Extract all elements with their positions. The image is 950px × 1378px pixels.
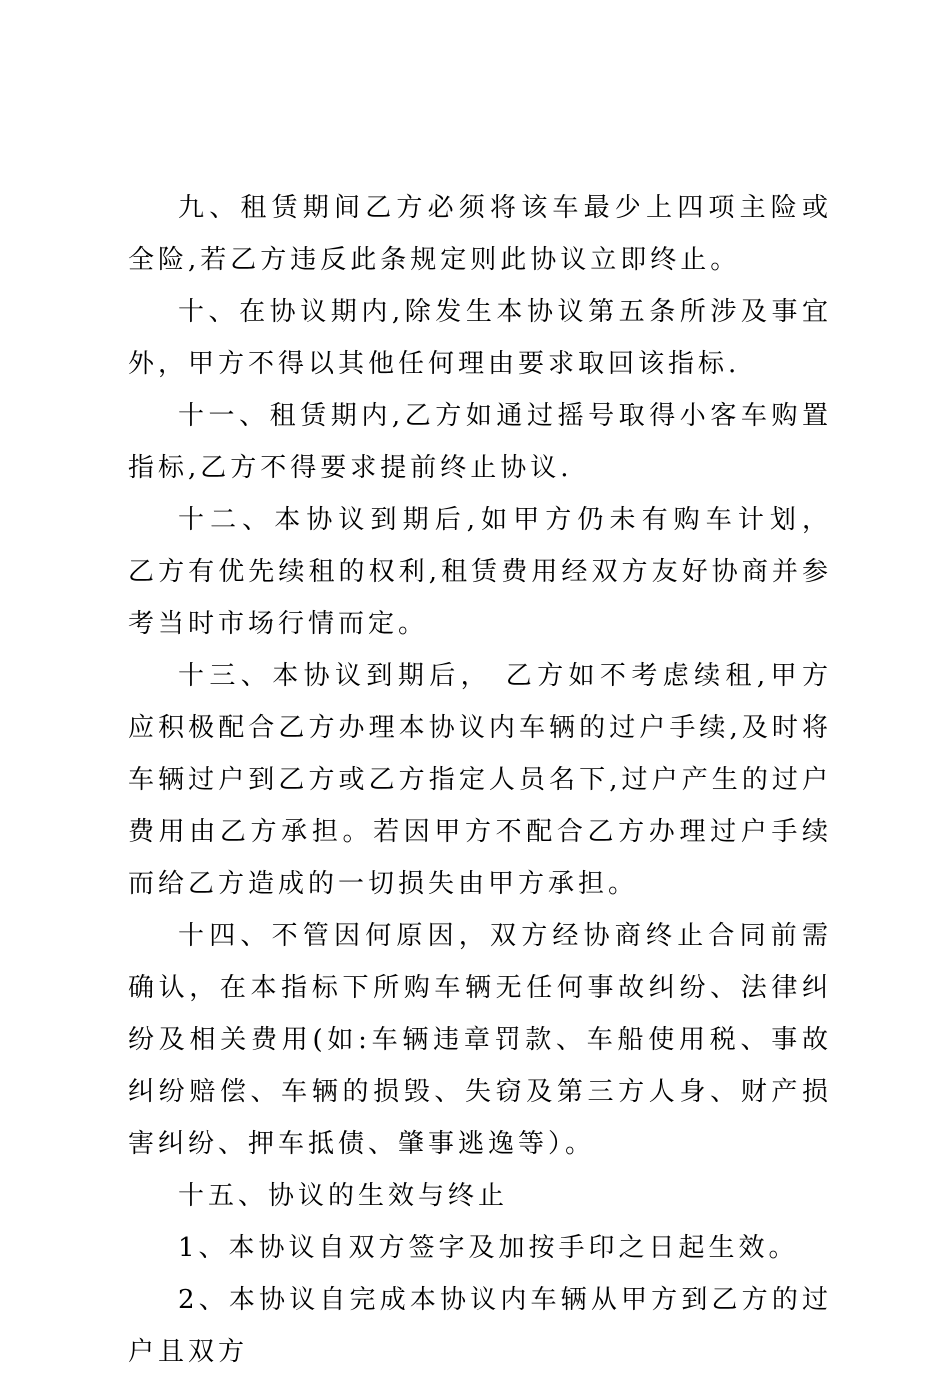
clause-13: 十三、本协议到期后， 乙方如不考虑续租,甲方应积极配合乙方办理本协议内车辆的过户手续,及时将车辆过户到乙方或乙方指定人员名下,过户产生的过户费用由乙方承担。若因甲方不配合乙方办理过户手续而给乙方造成的一切损失由甲方承担。 bbox=[128, 661, 832, 899]
clause-15-item-2: 2、本协议自完成本协议内车辆从甲方到乙方的过户且双方 bbox=[128, 1285, 832, 1367]
clause-14: 十四、不管因何原因，双方经协商终止合同前需确认，在本指标下所购车辆无任何事故纠纷、法律纠纷及相关费用(如:车辆违章罚款、车船使用税、事故纠纷赔偿、车辆的损毁、失窃及第三方人身、财产损害纠纷、押车抵债、肇事逃逸等）。 bbox=[128, 921, 832, 1159]
clause-15-item-1: 1、本协议自双方签字及加按手印之日起生效。 bbox=[178, 1233, 799, 1263]
clause-15-heading: 十五、协议的生效与终止 bbox=[178, 1181, 509, 1211]
document-body bbox=[128, 182, 832, 1378]
clause-12: 十二、本协议到期后,如甲方仍未有购车计划， 乙方有优先续租的权利,租赁费用经双方友好协商并参考当时市场行情而定。 bbox=[128, 505, 832, 639]
clause-9: 九、租赁期间乙方必须将该车最少上四项主险或全险,若乙方违反此条规定则此协议立即终止。 bbox=[128, 193, 832, 275]
clause-10: 十、在协议期内,除发生本协议第五条所涉及事宜外，甲方不得以其他任何理由要求取回该指标. bbox=[128, 297, 832, 379]
clause-11: 十一、租赁期内,乙方如通过摇号取得小客车购置指标,乙方不得要求提前终止协议. bbox=[128, 401, 832, 483]
